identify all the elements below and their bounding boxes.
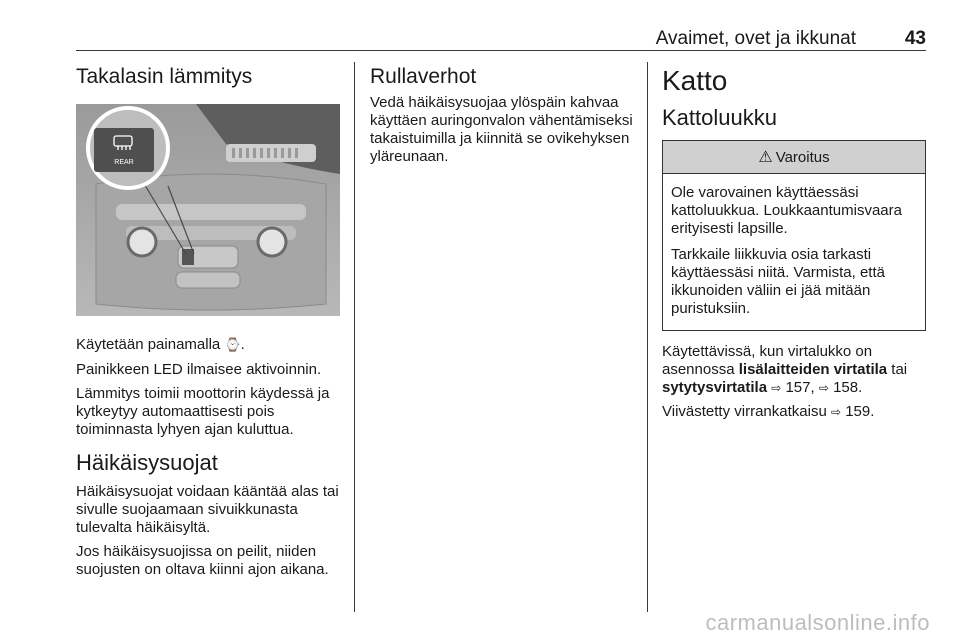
- paragraph: Häikäisysuojat voidaan kääntää alas tai sivulle suojaamaan sivuikkunasta tulevalta häikäisyltä.: [76, 483, 339, 536]
- warning-box: [662, 140, 926, 331]
- header-title: Avaimet, ovet ja ikkunat: [655, 28, 856, 49]
- left-knob: [128, 228, 156, 256]
- paragraph: Käytetään painamalla ⌚.: [76, 336, 245, 353]
- column-divider: [647, 62, 648, 612]
- section-title: Takalasin lämmitys: [76, 65, 253, 88]
- subsection-title: Kattoluukku: [662, 105, 777, 130]
- column-rear-window-heating: [76, 64, 342, 585]
- warning-text: Tarkkaile liikkuvia osia tarkasti käyttäessäsi niitä. Varmista, että ikkunoiden väliin ei jää mitään puristuksiin.: [671, 246, 885, 317]
- warning-text: Ole varovainen käyttäessäsi kattoluukkua. Loukkaantumisvaara erityisesti lapsille.: [671, 184, 902, 237]
- page-reference[interactable]: 157: [785, 379, 811, 396]
- paragraph: Käytettävissä, kun virtalukko on asennossa lisälaitteiden virtatila tai sytytysvirtatila ⇨ 157, ⇨ 158.: [662, 343, 908, 396]
- button-row: [116, 204, 306, 220]
- paragraph: Viivästetty virrankatkaisu ⇨ 159.: [662, 403, 875, 420]
- bold-term: lisälaitteiden virtatila: [738, 361, 888, 378]
- page-ref-arrow-icon: ⇨: [771, 381, 782, 395]
- bold-term: sytytysvirtatila: [662, 379, 768, 396]
- lower-buttons: [176, 272, 240, 288]
- warning-header: [663, 141, 925, 174]
- dashboard-illustration: [76, 104, 340, 316]
- watermark: carmanualsonline.info: [705, 610, 930, 635]
- rear-button-label: REAR: [114, 159, 134, 166]
- page-number: 43: [904, 28, 926, 49]
- paragraph: Painikkeen LED ilmaisee aktivoinnin.: [76, 361, 322, 378]
- column-divider: [354, 62, 355, 612]
- page-ref-arrow-icon: ⇨: [818, 381, 829, 395]
- header-rule: [76, 50, 926, 51]
- column-roof: [662, 64, 926, 427]
- paragraph: Lämmitys toimii moottorin käydessä ja kytkeytyy automaattisesti pois toiminnasta lyhyen ajan kuluttua.: [76, 385, 330, 438]
- section-title: Rullaverhot: [370, 65, 477, 88]
- warning-heading: Varoitus: [775, 148, 830, 166]
- section-title: Katto: [662, 65, 728, 96]
- warning-icon: ⚠: [758, 149, 773, 166]
- page-reference[interactable]: 159: [845, 403, 871, 420]
- page-reference[interactable]: 158: [833, 379, 859, 396]
- page-ref-arrow-icon: ⇨: [830, 405, 842, 419]
- rear-defrost-icon: ⌚: [224, 338, 241, 353]
- paragraph: Vedä häikäisysuojaa ylöspäin kahvaa käyttäen auringonvalon vähentämiseksi takaistuimilla ja kiinnitä se ovikehyksen yläreunaan.: [370, 94, 633, 165]
- right-knob: [258, 228, 286, 256]
- column-roller-blinds: [370, 64, 636, 172]
- paragraph: Jos häikäisysuojissa on peilit, niiden suojusten on oltava kiinni ajon aikana.: [76, 543, 329, 578]
- subsection-title: Häikäisysuojat: [76, 450, 218, 475]
- page-header: [76, 26, 926, 50]
